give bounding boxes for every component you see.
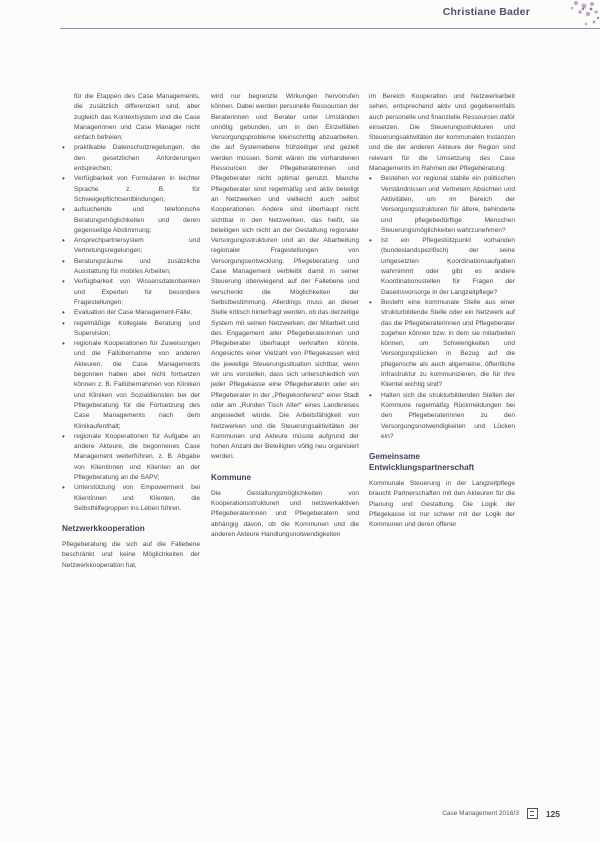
page-footer bbox=[442, 808, 560, 819]
page-icon bbox=[527, 808, 538, 819]
author-name: Christiane Bader bbox=[442, 6, 530, 18]
list-item: • Ansprechpartnersystem und Vertretungsregelungen; bbox=[62, 236, 200, 257]
column-2 bbox=[211, 92, 359, 540]
list-item: • praktikable Datenschutzregelungen, die den gesetzlichen Anforderungen entsprechen; bbox=[62, 143, 200, 174]
column-3 bbox=[369, 92, 515, 531]
list-item: • Beratungsräume und zusätzliche Ausstattung für mobiles Arbeiten; bbox=[62, 257, 200, 278]
journal-name: Case Management 2016/3 bbox=[442, 810, 519, 817]
list-item: • regionale Kooperationen für Zuweisungen und die Fallübernahme von anderen Akteuren, die Case Managements begonnen haben aber nicht fortsetzen können z. B. Fallübernahmen von Kliniken und Kliniken von Sozialdiensten bei der Pflegeberatung für die Fortsetzung des Case Managements nach dem Klinikaufenthalt; bbox=[62, 339, 200, 432]
list-item: • Unterstützung von Empowerment bei Klientinnen und Klienten, die Selbsthilfegruppen ins Leben führen. bbox=[62, 483, 200, 514]
list-item: • Bestehen vor regional stabile ein politischen Verständnissen und Vertretern Absichten und Aktivitäten, um im Bereich der Versorgungsstrukturen für ältere, behinderte und pflegebedürftige Menschen Steuerungsmöglichkeiten wahrzunehmen? bbox=[369, 174, 515, 236]
list-item: • regelmäßige Kollegiale Beratung und Supervision; bbox=[62, 319, 200, 340]
column-1 bbox=[62, 92, 200, 571]
list-item: • Verfügbarkeit von Wissensdatenbanken und Experten für besondere Fragestellungen; bbox=[62, 277, 200, 308]
section-heading-entwicklungspartnerschaft: Gemeinsame Entwicklungspartnerschaft bbox=[369, 452, 475, 473]
section-heading-netzwerkkooperation: Netzwerkkooperation bbox=[62, 524, 145, 534]
section-text: Die Gestaltungsmöglichkeiten von Kooperationsstrukturen und netzwerkaktiven Pflegeberaterinnen und Pflegeberatern sind abhängig davon, ob die Kommunen und die anderen Akteure Handlungsnotwendigkeiten bbox=[211, 489, 359, 538]
decorative-dots-logo bbox=[536, 0, 600, 36]
section-text: Kommunale Steuerung in der Langzeitpflege braucht Partnerschaften mit den Akteuren für die Planung und Gestaltung. Die Logik der Pflegekasse ist nur schwer mit der Logik der Kommunen und deren offener bbox=[369, 480, 515, 529]
section-heading-kommune: Kommune bbox=[211, 472, 252, 482]
column-1-intro: für die Etappen des Case Managements, die zusätzlich differenziert sind, aber zugleich das Kontextsystem und die Case Managerinnen und Case Manager nicht einfach befreien; bbox=[74, 93, 200, 142]
list-item: • aufsuchende und telefonische Beratungsmöglichkeiten und deren gegenseitige Abstimmung; bbox=[62, 205, 200, 236]
list-item: • Evaluation der Case Management-Fälle; bbox=[62, 308, 200, 318]
list-item: • Halten sich die strukturbildenden Stellen der Kommune regelmäßig Rückmeldungen bei den Pflegeberaterinnen zu den Versorgungsnotwendigkeiten und Lücken ein? bbox=[369, 391, 515, 442]
list-item: • regionale Kooperationen für Aufgabe an andere Akteure, die begonnenes Case Management weiterführen, z. B. Abgabe von Klientinnen und Klienten an der Pflegeberatung an die SAPV; bbox=[62, 432, 200, 483]
header-rule bbox=[60, 28, 600, 29]
page-header bbox=[0, 0, 600, 28]
column-3-list bbox=[369, 174, 515, 442]
list-item: • Verfügbarkeit von Formularen in leichter Sprache z. B. für Schweigepflichtsentbindungen; bbox=[62, 174, 200, 205]
column-1-list bbox=[62, 143, 200, 514]
column-3-intro: im Bereich Kooperation und Netzwerkarbeit sehen, entsprechend aktiv und gegebenenfalls auch personelle und finanzielle Ressourcen dafür einsetzen. Die Steuerungsstrukturen und Steuerungsaktivitäten der kommunalen Instanzen und die der anderen Akteure der Region sind relevant für die Umsetzung des Case Managements im Rahmen der Pflegeberatung: bbox=[369, 93, 515, 173]
column-2-text: wird nur begrenzte Wirkungen hervorrufen können. Dabei werden personelle Ressourcen der Beraterinnen und Berater unter Umständen unnötig gebunden, um in den Einzelfällen Versorgungsprobleme kleinschrittig abzuarbeiten, die auf Systemebene frühzeitiger und gezielt werden müssen. Somit wären die vorhandenen Ressourcen der Pflegeberaterinnen und Pflegeberater nicht optimal genutzt. Manche Pflegeberater sind regelmäßig und aktiv beteiligt an Netzwerken und vielleicht auch selbst Kooperationen. Andere sind überhaupt nicht sichtbar in den Netzwerken, das heißt, sie beteiligen sich nicht an der Gestaltung regionaler Versorgungsstrukturen und an der Abarbeitung regionaler Fragestellungen von Versorgungsentwicklung. Pflegeberatung und Case Management verbleibt damit in seiner Steuerung überwiegend auf der Fallebene und verschenkt die Möglichkeiten der Selbstbestimmung. Allerdings muss an dieser Stelle kritisch hinterfragt werden, ob das derzeitige System mit seinen Netzwerken, der Mitarbeit und des Engagement aller Pflegeberaterinnen und Pflegeberater überhaupt verkraften könnte. Angesichts einer Vielzahl von Pflegekassen wird die jeweilige Steuerungssituation sichtbar, wenn wir uns vorstellen, dass sich unterschiedlich von jeder Pflegekasse eine Pflegeberaterin oder ein Pflegeberater in der „Pflegekonferenz“ einer Stadt oder am „Runden Tisch Alter“ eines Landkreises angesiedelt würde. Die Arbeitsfähigkeit von Netzwerken und die Steuerungsaktivitäten der Kommunen und Akteure müsste aufgrund der hohen Anzahl der Beteiligten völlig neu organisiert werden. bbox=[211, 93, 359, 461]
section-text: Pflegeberatung die sich auf die Fallebene beschränkt und keine Möglichkeiten der Netzwerkkooperation hat, bbox=[62, 541, 200, 569]
list-item: • Ist ein Pflegestützpunkt vorhanden (bundeslandspezifisch) der seine umgesetzten Koordinationsaufgaben wahrnimmt oder gibt es andere Koordinationsstellen für Fragen der Daseinsvorsorge in der Langzeitpflege? bbox=[369, 236, 515, 298]
list-item: • Besteht eine kommunale Stelle aus einer strukturbildende Stelle oder ein Netzwerk auf das die Pflegeberaterinnen und Pflegeberater zugehen können bzw. in dem sie mitarbeiten können, um Schwierigkeiten und Versorgungslücken in Bezug auf die pflegerische als auch allgemeine, öffentliche Infrastruktur zu kommunizieren, die für ihre Klientel wichtig sind? bbox=[369, 298, 515, 391]
page-number: 125 bbox=[545, 808, 560, 819]
